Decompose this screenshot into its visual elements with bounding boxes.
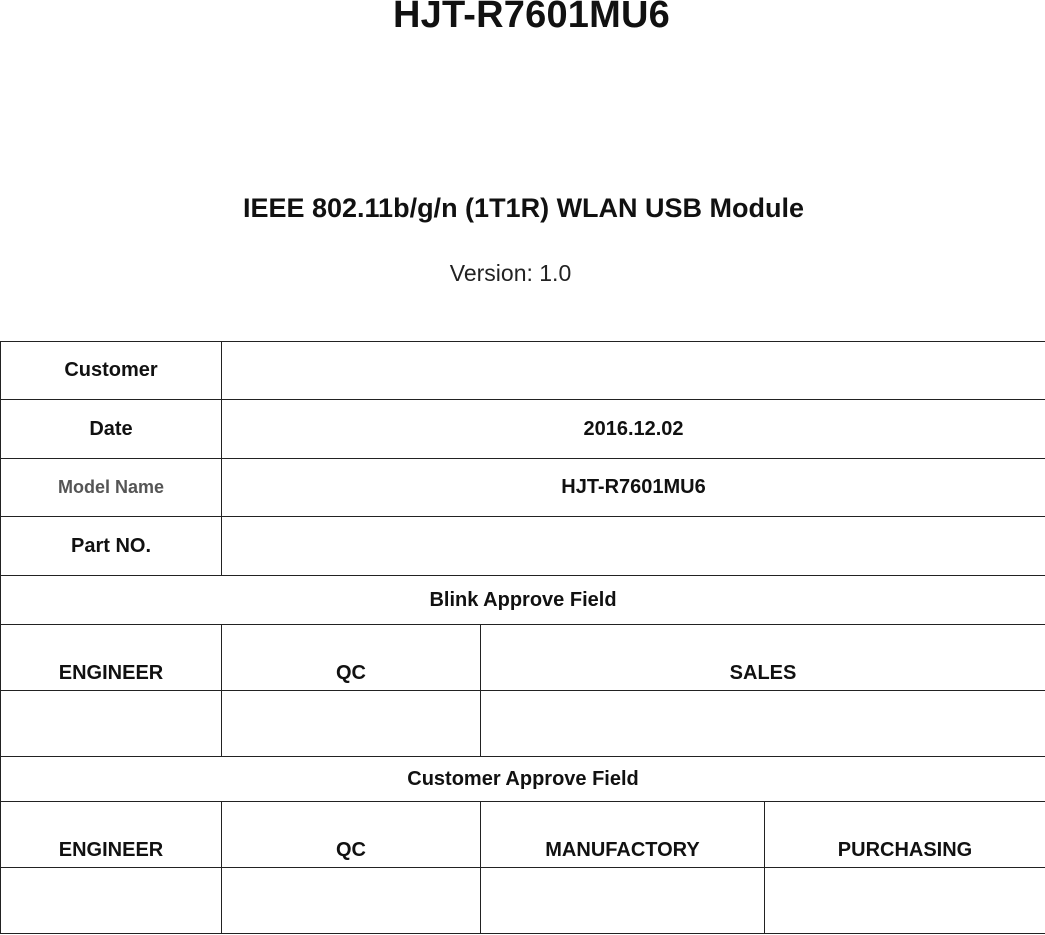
blink-approve-heading-row: [1, 576, 1045, 625]
model-name-row: [1, 459, 1045, 517]
blink-sales-signature-cell: [481, 691, 1045, 757]
document-version: Version: 1.0: [449, 260, 572, 286]
model-name-value: HJT-R7601MU6: [222, 459, 1045, 517]
date-row: [1, 400, 1045, 459]
customer-approve-heading: Customer Approve Field: [1, 757, 1045, 802]
blink-approve-header-row: [1, 625, 1045, 691]
customer-approve-heading-row: [1, 757, 1045, 802]
blink-qc-header: QC: [222, 625, 481, 691]
customer-qc-header: QC: [222, 802, 481, 868]
customer-manufactory-header: MANUFACTORY: [481, 802, 765, 868]
customer-qc-signature-cell: [222, 868, 481, 934]
blink-engineer-header: ENGINEER: [1, 625, 222, 691]
blink-sales-header: SALES: [481, 625, 1045, 691]
customer-purchasing-header: PURCHASING: [765, 802, 1045, 868]
customer-value-cell: [222, 342, 1045, 400]
part-no-value-cell: [222, 517, 1045, 576]
customer-engineer-signature-cell: [1, 868, 222, 934]
model-name-label: Model Name: [1, 459, 222, 517]
approval-table: [0, 341, 1045, 934]
customer-label: Customer: [1, 342, 222, 400]
customer-purchasing-signature-cell: [765, 868, 1045, 934]
blink-approve-signature-row: [1, 691, 1045, 757]
customer-approve-header-row: [1, 802, 1045, 868]
blink-engineer-signature-cell: [1, 691, 222, 757]
blink-qc-signature-cell: [222, 691, 481, 757]
date-value: 2016.12.02: [222, 400, 1045, 459]
customer-row: [1, 342, 1045, 400]
blink-approve-heading: Blink Approve Field: [1, 576, 1045, 625]
part-no-label: Part NO.: [1, 517, 222, 576]
document-subtitle: IEEE 802.11b/g/n (1T1R) WLAN USB Module: [242, 193, 805, 223]
customer-engineer-header: ENGINEER: [1, 802, 222, 868]
part-no-row: [1, 517, 1045, 576]
customer-approve-signature-row: [1, 868, 1045, 934]
customer-manufactory-signature-cell: [481, 868, 765, 934]
document-title: HJT-R7601MU6: [393, 0, 670, 36]
date-label: Date: [1, 400, 222, 459]
